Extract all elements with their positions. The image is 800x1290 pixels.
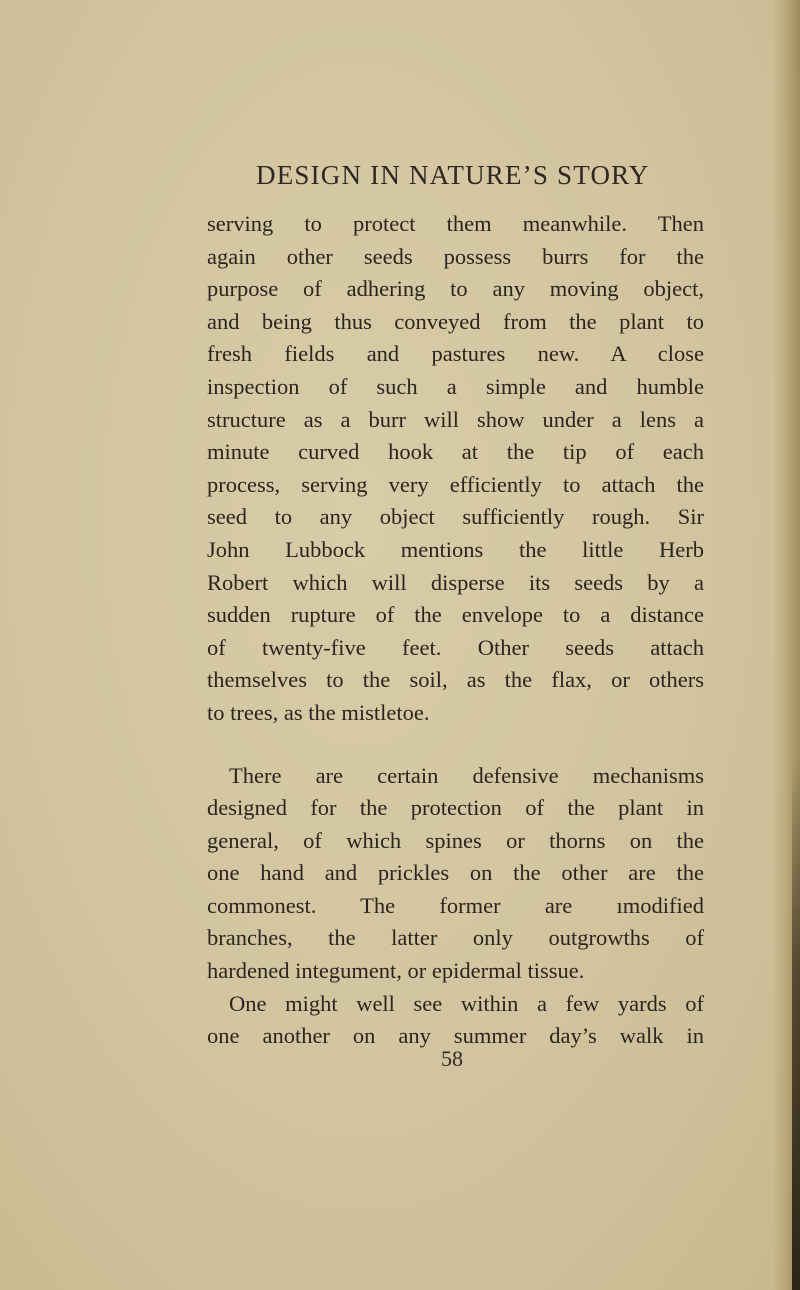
text-line: minute curved hook at the tip of each [207,439,704,465]
page-edge-dark [792,760,800,1290]
paragraph-gap [207,730,704,760]
text-line: branches, the latter only outgrowths of [207,925,704,951]
text-line: one hand and prickles on the other are the [207,860,704,886]
text-line: sudden rupture of the envelope to a distance [207,602,704,628]
text-line: themselves to the soil, as the flax, or others [207,667,704,693]
text-line: fresh fields and pastures new. A close [207,341,704,367]
text-line: serving to protect them meanwhile. Then [207,211,704,236]
text-line: process, serving very efficiently to attach the [207,471,704,497]
text-line: purpose of adhering to any moving object, [207,276,704,302]
text-line: general, of which spines or thorns on the [207,827,704,853]
text-line: inspection of such a simple and humble [207,373,704,399]
text-line: Robert which will disperse its seeds by a [207,569,704,595]
text-line: John Lubbock mentions the little Herb [207,536,704,562]
text-line: seed to any object sufficiently rough. Sir [207,504,704,530]
text-line: One might well see within a few yards of [229,990,704,1016]
running-head: DESIGN IN NATURE’S STORY [256,160,650,190]
text-line: again other seeds possess burrs for the [207,243,704,269]
page-number: 58 [441,1046,463,1071]
text-line: commonest. The former are ımodified [207,892,704,918]
text-line: one another on any summer day’s walk in [207,1023,704,1049]
text-line: to trees, as the mistletoe. [207,699,430,725]
text-line: hardened integument, or epidermal tissue. [207,958,585,984]
text-line: designed for the protection of the plant in [207,795,704,821]
text-line: of twenty-five feet. Other seeds attach [207,634,704,660]
text-line: There are certain defensive mechanisms [229,762,704,788]
text-line: and being thus conveyed from the plant to [207,308,704,334]
text-line: structure as a burr will show under a lens a [207,406,704,432]
body-text [207,208,704,1053]
